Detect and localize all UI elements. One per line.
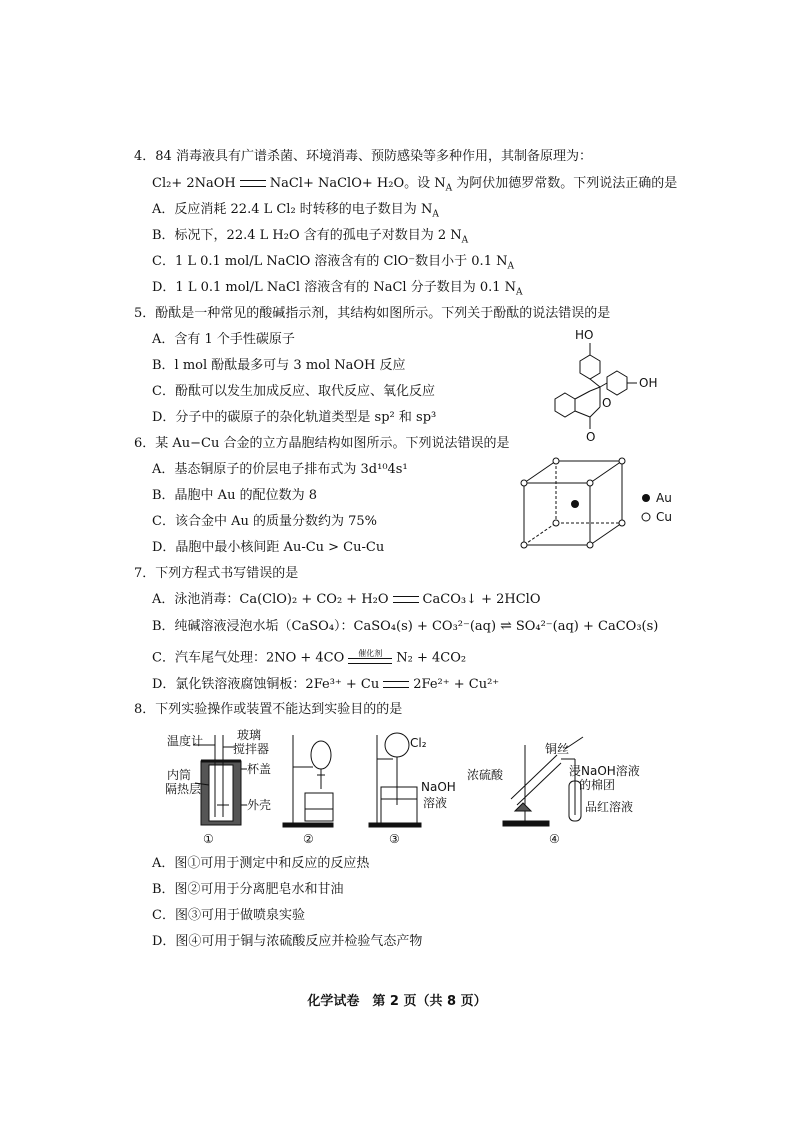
q6-option-c: C．该合金中 Au 的质量分数约为 75% (152, 514, 377, 529)
ring-oxygen-label: O (602, 396, 612, 410)
hydroxyl-label-2: OH (639, 376, 658, 390)
q8-option-c: C．图③可用于做喷泉实验 (152, 908, 305, 923)
q4-option-b: B．标况下，22.4 L H₂O 含有的孤电子对数目为 2 $N_A$ (152, 228, 469, 246)
q4-stem: 4．84 消毒液具有广谱杀菌、环境消毒、预防感染等多种作用，其制备原理为： (134, 149, 592, 164)
q5-option-c: C．酚酞可以发生加成反应、取代反应、氧化反应 (152, 384, 435, 399)
q5-stem: 5．酚酞是一种常见的酸碱指示剂，其结构如图所示。下列关于酚酞的说法错误的是 (134, 306, 611, 321)
q8-option-b: B．图②可用于分离肥皂水和甘油 (152, 882, 344, 897)
carbonyl-oxygen-label: O (586, 430, 596, 444)
f1-number: ① (203, 832, 214, 846)
au-cu-unit-cell (518, 455, 688, 555)
f4-number: ④ (549, 832, 560, 846)
f3-naoh-label-2: 溶液 (423, 796, 448, 810)
f1-inner-label-1: 内筒 (167, 768, 192, 782)
f1-thermometer-label: 温度计 (167, 734, 204, 748)
q4-equation: Cl₂+ 2NaOH NaCl+ NaClO+ H₂O。设 $N_A$ 为阿伏加德罗常数。下列说法正确的是 (152, 176, 678, 194)
q5-option-d: D．分子中的碳原子的杂化轨道类型是 sp² 和 sp³ (152, 410, 437, 425)
f2-number: ② (303, 832, 314, 846)
f4-cotton-label-1: 浸NaOH溶液 (569, 764, 640, 778)
q4-option-d: D．1 L 0.1 mol/L NaCl 溶液含有的 NaCl 分子数目为 0.1 $N_A$ (152, 280, 523, 298)
q5-option-b: B．l mol 酚酞最多可与 3 mol NaOH 反应 (152, 358, 406, 373)
q8-option-a: A．图①可用于测定中和反应的反应热 (152, 856, 370, 871)
q8-option-d: D．图④可用于铜与浓硫酸反应并检验气态产物 (152, 934, 423, 949)
hydroxyl-label-1: HO (575, 328, 594, 342)
f3-number: ③ (389, 832, 400, 846)
phenolphthalein-structure (545, 325, 705, 445)
f1-inner-label-2: 隔热层 (165, 782, 202, 796)
q8-apparatus-figures (165, 725, 645, 850)
f3-cl2-label: Cl₂ (410, 736, 427, 750)
f4-dye-label: 品红溶液 (585, 800, 634, 814)
legend-cu-label: Cu (656, 510, 672, 524)
q4-option-a: A．反应消耗 22.4 L Cl₂ 时转移的电子数目为 $N_A$ (152, 202, 439, 220)
q6-option-b: B．晶胞中 Au 的配位数为 8 (152, 488, 317, 503)
q6-option-d: D．晶胞中最小核间距 Au-Cu > Cu-Cu (152, 540, 385, 555)
q5-option-a: A．含有 1 个手性碳原子 (152, 332, 295, 347)
q8-stem: 8．下列实验操作或装置不能达到实验目的的是 (134, 702, 403, 717)
f4-copper-label: 铜丝 (545, 742, 570, 756)
q4-option-c: C．1 L 0.1 mol/L NaClO 溶液含有的 ClO⁻数目小于 0.1 $N_A$ (152, 254, 514, 272)
legend-au-label: Au (656, 491, 672, 505)
q6-option-a: A．基态铜原子的价层电子排布式为 3d¹⁰4s¹ (152, 462, 408, 477)
q6-stem: 6．某 Au−Cu 合金的立方晶胞结构如图所示。下列说法错误的是 (134, 436, 510, 451)
f4-acid-label: 浓硫酸 (467, 768, 504, 782)
q7-option-d: D．氯化铁溶液腐蚀铜板：2Fe³⁺ + Cu 2Fe²⁺ + Cu²⁺ (152, 677, 500, 692)
f1-lid-label: 杯盖 (247, 762, 272, 776)
f4-cotton-label-2: 的棉团 (579, 778, 616, 792)
f1-shell-label: 外壳 (247, 798, 272, 812)
q7-option-a: A．泳池消毒：Ca(ClO)₂ + CO₂ + H₂O CaCO₃↓ + 2HClO (152, 592, 541, 607)
q7-option-b: B．纯碱溶液浸泡水垢（CaSO₄）：CaSO₄(s) + CO₃²⁻(aq) ⇌ SO₄²⁻(aq) + CaCO₃(s) (152, 618, 659, 634)
f3-naoh-label-1: NaOH (421, 780, 456, 794)
f1-stirrer-label-1: 玻璃 (237, 728, 262, 742)
page-footer: 化学试卷 第 2 页（共 8 页） (307, 994, 487, 1009)
q7-stem: 7．下列方程式书写错误的是 (134, 566, 299, 581)
f1-stirrer-label-2: 搅拌器 (233, 742, 270, 756)
q7-option-c: C．汽车尾气处理：2NO + 4CO 催化剂 N₂ + 4CO₂ (152, 649, 467, 666)
